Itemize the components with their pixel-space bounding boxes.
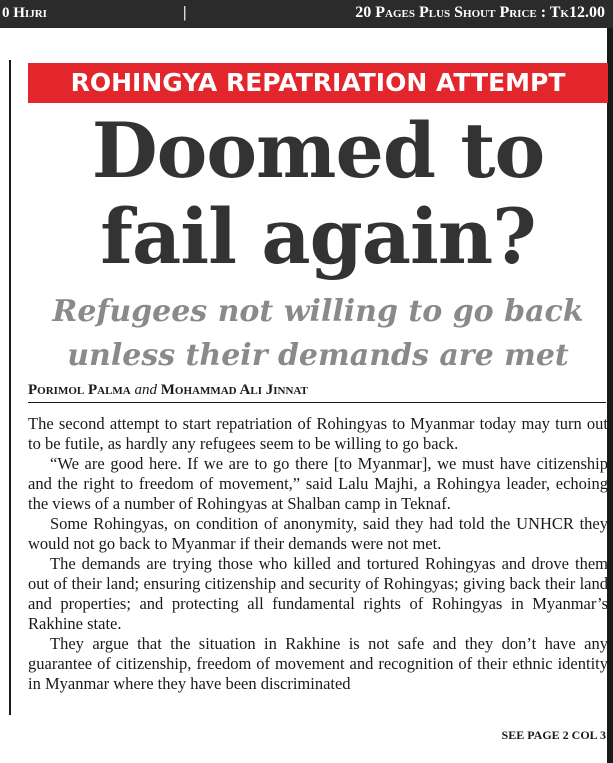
byline-divider bbox=[28, 402, 606, 403]
subheadline-line-2: unless their demands are met bbox=[67, 338, 569, 373]
article-paragraph: “We are good here. If we are to go there [to Myanmar], we must have citizenship and the right to freedom of movement,” said Lalu Majhi, a Rohingya leader, echoing the views of a number of Rohingyas at Shalban camp in Teknaf. bbox=[28, 454, 608, 513]
article-paragraph: The second attempt to start repatriation of Rohingyas to Myanmar today may turn out to be futile, as hardly any refugees seem to be willing to go back. bbox=[28, 414, 608, 453]
continued-jump-line: SEE PAGE 2 COL 3 bbox=[501, 728, 606, 742]
kicker-banner: ROHINGYA REPATRIATION ATTEMPT bbox=[28, 63, 608, 103]
byline bbox=[28, 382, 308, 399]
byline-author-2: Mohammad Ali Jinnat bbox=[160, 382, 308, 398]
headline bbox=[28, 108, 608, 280]
masthead-separator: | bbox=[183, 4, 187, 21]
subheadline-line-1: Refugees not willing to go back bbox=[52, 294, 584, 329]
subheadline bbox=[28, 290, 608, 378]
article-paragraph: The demands are trying those who killed and tortured Rohingyas and drove them out of their land; ensuring citizenship and security of Rohingyas; giving back their land and properties; and protecting all fundamental rights of Rohingyas in Myanmar’s Rakhine state. bbox=[28, 554, 608, 633]
headline-line-2: fail again? bbox=[100, 192, 536, 281]
masthead-pages-price: 20 Pages Plus Shout Price : Tk12.00 bbox=[355, 4, 605, 21]
article-body bbox=[28, 414, 608, 694]
article-paragraph: Some Rohingyas, on condition of anonymity, said they had told the UNHCR they would not go back to Myanmar if their demands were not met. bbox=[28, 514, 608, 553]
article-paragraph: They argue that the situation in Rakhine is not safe and they don’t have any guarantee of citizenship, freedom of movement and recognition of their ethnic identity in Myanmar where they have been discriminated bbox=[28, 634, 608, 693]
byline-author-1: Porimol Palma bbox=[28, 382, 131, 398]
masthead-bar bbox=[0, 0, 613, 28]
headline-line-1: Doomed to bbox=[91, 106, 545, 195]
masthead-date: 0 Hijri bbox=[2, 5, 47, 21]
column-divider bbox=[9, 60, 11, 715]
byline-conjunction: and bbox=[134, 382, 157, 398]
